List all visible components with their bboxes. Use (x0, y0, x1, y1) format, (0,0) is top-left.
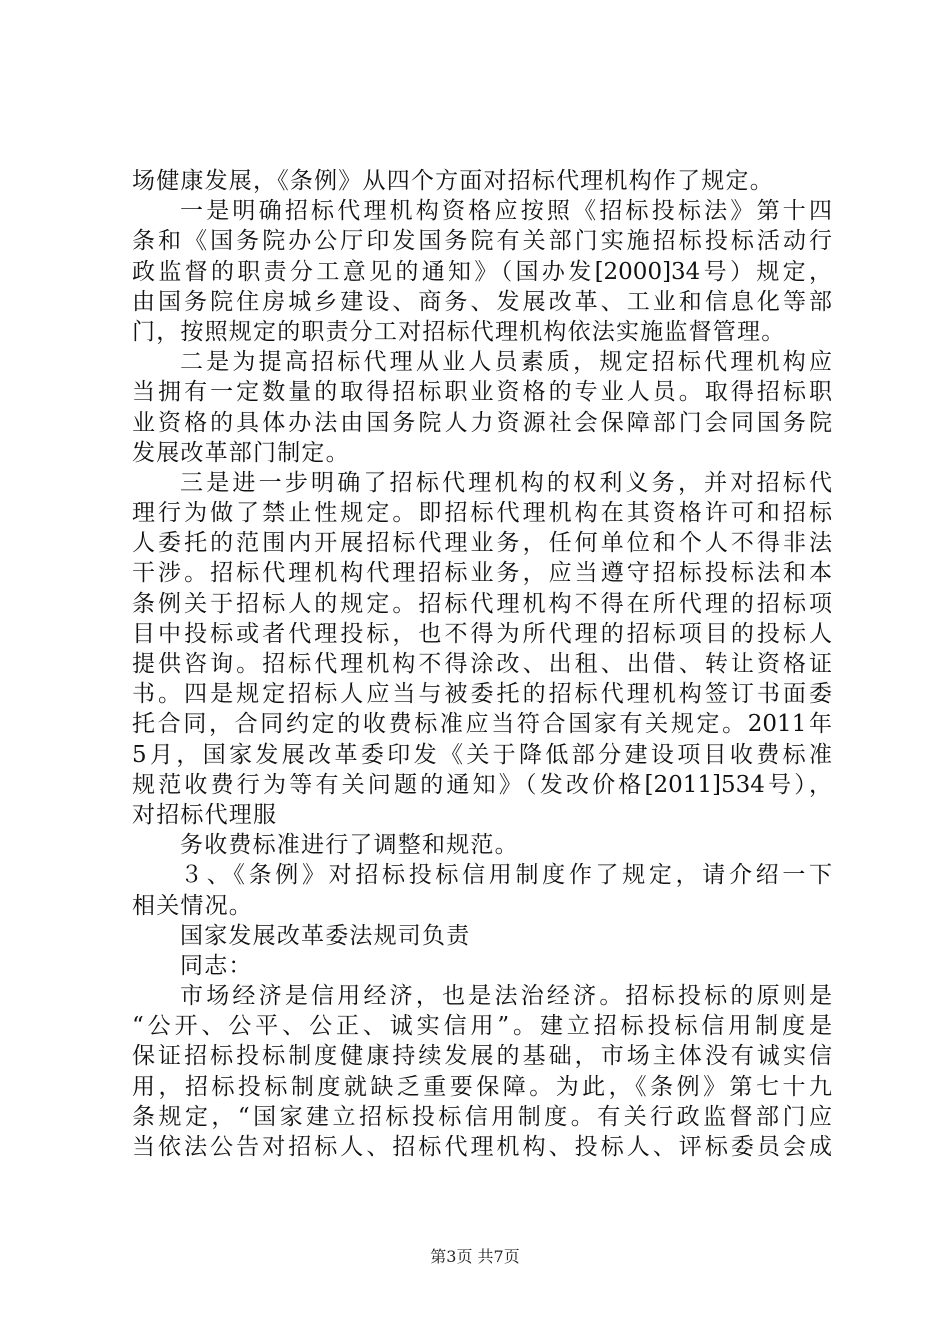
document-body (132, 166, 832, 1162)
text-line: 用，招标投标制度就缺乏重要保障。为此，《条例》第七十九 (132, 1073, 832, 1100)
page-footer: 第3页 共7页 (430, 1247, 520, 1266)
text-line: 规范收费行为等有关问题的通知》（发改价格[2011]534号）， (132, 771, 832, 798)
text-line: 同志： (180, 952, 253, 979)
text-line: 政监督的职责分工意见的通知》（国办发[2000]34号）规定， (132, 258, 832, 285)
text-line: 目中投标或者代理投标，也不得为所代理的招标项目的投标人 (132, 620, 832, 647)
text-line: 条和《国务院办公厅印发国务院有关部门实施招标投标活动行 (132, 228, 832, 255)
text-line: 发展改革部门制定。 (132, 439, 350, 466)
text-line: “公开、公平、公正、诚实信用”。建立招标投标信用制度是 (132, 1013, 832, 1040)
text-line: 托合同，合同约定的收费标准应当符合国家有关规定。2011年 (132, 711, 832, 738)
text-line: 理行为做了禁止性规定。即招标代理机构在其资格许可和招标 (132, 500, 832, 527)
text-line: 当依法公告对招标人、招标代理机构、投标人、评标委员会成 (132, 1134, 832, 1160)
text-line: 书。四是规定招标人应当与被委托的招标代理机构签订书面委 (132, 681, 832, 708)
text-line: ３、《条例》对招标投标信用制度作了规定，请介绍一下 (180, 862, 832, 889)
text-line: 人委托的范围内开展招标代理业务，任何单位和个人不得非法 (132, 530, 832, 557)
text-line: 二是为提高招标代理从业人员素质，规定招标代理机构应 (180, 349, 832, 376)
text-line: 5月，国家发展改革委印发《关于降低部分建设项目收费标准 (132, 741, 832, 768)
text-line: 对招标代理服 (132, 801, 278, 828)
text-line: 业资格的具体办法由国务院人力资源社会保障部门会同国务院 (132, 409, 832, 436)
text-line: 市场经济是信用经济，也是法治经济。招标投标的原则是 (180, 983, 832, 1010)
text-line: 三是进一步明确了招标代理机构的权利义务，并对招标代 (180, 469, 832, 496)
text-line: 务收费标准进行了调整和规范。 (180, 832, 519, 859)
text-line: 门，按照规定的职责分工对招标代理机构依法实施监督管理。 (132, 318, 786, 345)
text-line: 相关情况。 (132, 892, 253, 919)
text-line: 保证招标投标制度健康持续发展的基础，市场主体没有诚实信 (132, 1043, 832, 1070)
text-line: 国家发展改革委法规司负责 (180, 922, 471, 949)
text-line: 提供咨询。招标代理机构不得涂改、出租、出借、转让资格证 (132, 651, 832, 677)
text-line: 条例关于招标人的规定。招标代理机构不得在所代理的招标项 (132, 590, 832, 617)
text-line: 场健康发展，《条例》从四个方面对招标代理机构作了规定。 (132, 168, 774, 194)
text-line: 由国务院住房城乡建设、商务、发展改革、工业和信息化等部 (132, 288, 832, 315)
text-line: 干涉。招标代理机构代理招标业务，应当遵守招标投标法和本 (132, 560, 832, 587)
text-line: 条规定，“国家建立招标投标信用制度。有关行政监督部门应 (132, 1103, 832, 1130)
text-line: 当拥有一定数量的取得招标职业资格的专业人员。取得招标职 (132, 379, 832, 406)
text-line: 一是明确招标代理机构资格应按照《招标投标法》第十四 (180, 198, 832, 225)
